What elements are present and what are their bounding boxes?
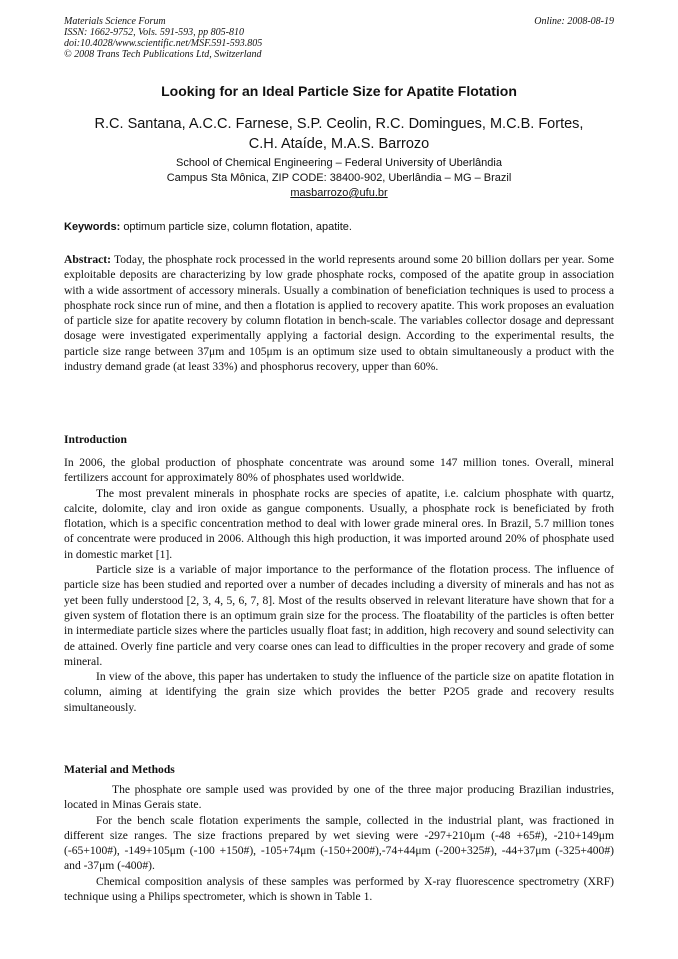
affiliation-line-1: School of Chemical Engineering – Federal University of Uberlândia xyxy=(176,157,502,169)
copyright-line: © 2008 Trans Tech Publications Ltd, Switzerland xyxy=(64,49,262,60)
intro-paragraph-3: Particle size is a variable of major importance to the performance of the flotation process. The influence of particle size has been studied and reported over a number of decades including a diversity of minerals and has not as yet been fully understood [2, 3, 4, 5, 6, 7, 8]. Most of the results observed in relevant literature have shown that for a given system of flotation there is an optimum grain size for the process. The floatability of the particles is often better in intermediate particle sizes where the particles usually float fast; in addition, high recovery and sound selectivity can de attained. Overly fine particle and very coarse ones can lead to difficulties in the proper recovery and grade of some mineral. xyxy=(64,563,614,668)
author-line-1: R.C. Santana, A.C.C. Farnese, S.P. Ceolin, R.C. Domingues, M.C.B. Fortes, xyxy=(94,116,584,132)
abstract xyxy=(64,252,614,374)
journal-header xyxy=(64,16,262,60)
keywords-text: optimum particle size, column flotation, apatite. xyxy=(123,221,352,233)
methods-paragraph-3: Chemical composition analysis of these samples was performed by X-ray fluorescence spectrometry (XRF) technique using a Philips spectrometer, which is shown in Table 1. xyxy=(64,874,614,904)
affiliation xyxy=(64,156,614,201)
online-date: Online: 2008-08-19 xyxy=(534,16,614,27)
email-link[interactable]: masbarrozo@ufu.br xyxy=(290,187,388,199)
intro-paragraph-4: In view of the above, this paper has undertaken to study the influence of the particle size on apatite flotation in column, aiming at identifying the grain size which provides the better P2O5 grade and recovery results simultaneously. xyxy=(64,670,614,714)
methods-body xyxy=(64,782,614,904)
issn-line: ISSN: 1662-9752, Vols. 591-593, pp 805-810 xyxy=(64,27,244,38)
keywords-label: Keywords: xyxy=(64,221,121,233)
methods-paragraph-1: The phosphate ore sample used was provided by one of the three major producing Brazilian industries, located in Minas Gerais state. xyxy=(64,783,614,812)
author-list xyxy=(56,114,622,154)
author-line-2: C.H. Ataíde, M.A.S. Barrozo xyxy=(248,136,430,152)
introduction-heading: Introduction xyxy=(64,433,127,446)
affiliation-line-2: Campus Sta Mônica, ZIP CODE: 38400-902, Uberlândia – MG – Brazil xyxy=(166,172,512,184)
methods-paragraph-2: For the bench scale flotation experiments the sample, collected in the industrial plant, was fractioned in different size ranges. The size fractions prepared by wet sieving were -297+210μm (-48 +65#), -210+149μm (-65+100#), -149+105μm (-100 +150#), -105+74μm (-150+200#),-74+44μm (-200+325#), -44+37μm (-325+400#) and -37μm (-400#). xyxy=(64,813,614,873)
doi-line: doi:10.4028/www.scientific.net/MSF.591-593.805 xyxy=(64,38,263,49)
introduction-body xyxy=(64,455,614,715)
intro-paragraph-1: In 2006, the global production of phosphate concentrate was around some 147 million tones. Overall, mineral fertilizers account for approximately 80% of phosphates used worldwide. xyxy=(64,456,614,485)
keywords xyxy=(64,221,614,233)
abstract-label: Abstract: xyxy=(64,253,112,266)
methods-heading: Material and Methods xyxy=(64,763,175,776)
journal-name: Materials Science Forum xyxy=(64,16,166,27)
abstract-text: Today, the phosphate rock processed in the world represents around some 20 billion dollars per year. Some exploitable deposits are characterizing by low grade phosphate rocks, composed of the apatite group in association with a wide assortment of accessory minerals. Usually a combination of beneficiation techniques is used to process a phosphate rock since run of mine, and then a flotation is applied to recovery apatite. This work proposes an evaluation of particle size for apatite recovery by column flotation in bench-scale. The variables collector dosage and depressant dosage were investigated experimentally applying a factorial design. According to the experimental results, the particle size range between 37μm and 105μm is an optimum size used to obtain simultaneously a product with the industry demand grade (at least 33%) and phosphorus recovery, upper than 60%. xyxy=(64,253,614,374)
paper-title: Looking for an Ideal Particle Size for Apatite Flotation xyxy=(161,83,517,99)
intro-paragraph-2: The most prevalent minerals in phosphate rocks are species of apatite, i.e. calcium phosphate with quartz, calcite, dolomite, clay and iron oxide as gangue components. Usually, a phosphate rock is beneficiated by froth flotation, which is a specific concentration method to deal with lower grade mineral ores. In Brazil, 5.7 million tones of concentrate were produced in 2006. Although this high production, it was imported around 20% of phosphate used in domestic market [1]. xyxy=(64,486,614,561)
